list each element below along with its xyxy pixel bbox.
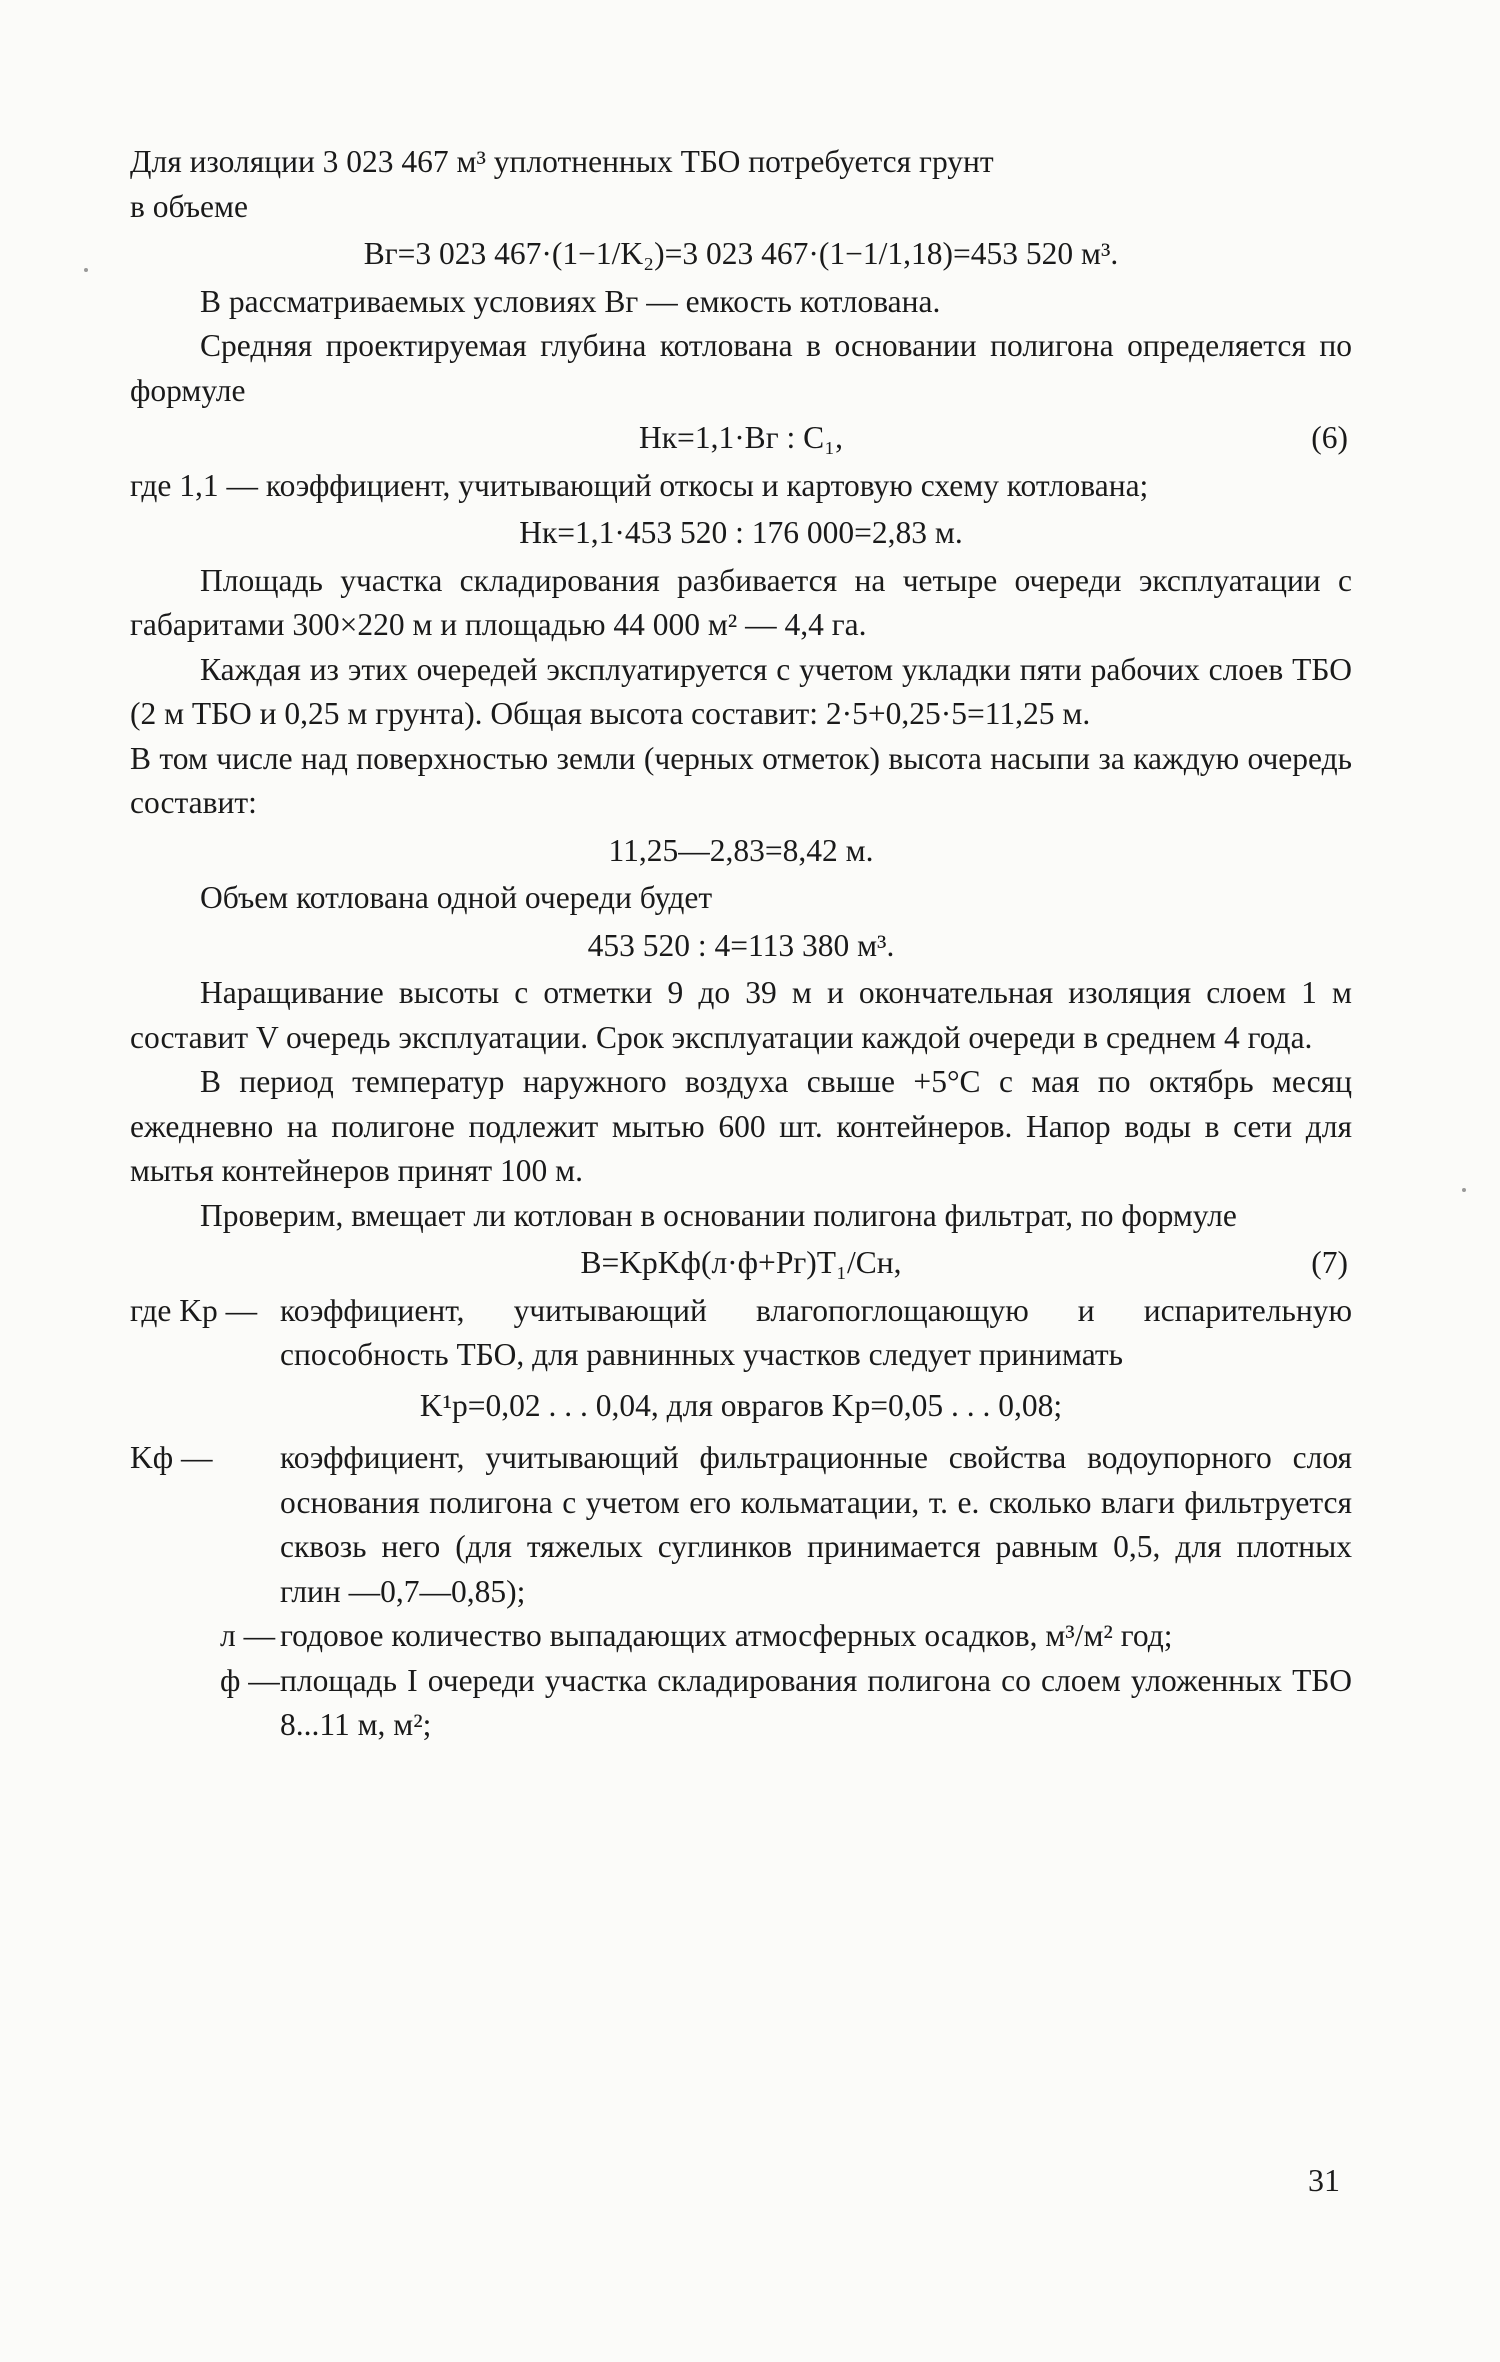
definition-l-term: л — (220, 1618, 276, 1653)
paragraph-1-line-2: в объеме (130, 188, 248, 224)
paragraph-6: Каждая из этих очередей эксплуатируется с учетом укладки пяти рабочих слоев ТБО (2 м ТБО и 0,25 м грунта). Общая высота составит: 2·5+0,25·5=11,25 м. (130, 651, 1352, 731)
formula-6 (130, 416, 1352, 461)
formula-6-body: Hк=1,1·Bг : C₁, (639, 420, 843, 455)
formula-height: 11,25—2,83=8,42 м. (608, 832, 874, 868)
definition-l (130, 1614, 1352, 1659)
scan-speck (84, 268, 88, 272)
paragraph-3: Средняя проектируемая глубина котлована в основании полигона определяется по формуле (130, 328, 1352, 408)
paragraph-5: Площадь участка складирования разбивается на четыре очереди эксплуатации с габаритами 300×220 м и площадью 44 000 м² — 4,4 га. (130, 562, 1352, 642)
paragraph-11: Проверим, вмещает ли котлован в основании полигона фильтрат, по формуле (200, 1197, 1237, 1233)
paragraph-8: Объем котлована одной очереди будет (200, 880, 713, 915)
definition-l-body: годовое количество выпадающих атмосферных осадков, м³/м² год; (280, 1618, 1173, 1653)
definition-f-body: площадь I очереди участка складирования полигона со слоем уложенных ТБО 8...11 м, м²; (280, 1662, 1352, 1742)
definition-kr-body: коэффициент, учитывающий влагопоглощающую и испарительную способность ТБО, для равнинных участков следует принимать (280, 1292, 1352, 1372)
definitions-list (130, 1289, 1352, 1748)
definition-kr (130, 1289, 1352, 1378)
formula-7-body: B=KрKф(л·ф+Pг)T₁/Cн, (580, 1245, 902, 1280)
paragraph-7: В том числе над поверхностью земли (черных отметок) высота насыпи за каждую очередь составит: (130, 740, 1352, 820)
page-body (130, 140, 1352, 1748)
definition-kr-term: где Kр — (130, 1292, 258, 1328)
formula-depth-calc: Hк=1,1·453 520 : 176 000=2,83 м. (519, 515, 963, 550)
formula-soil-volume: Bг=3 023 467·(1−1/K₂)=3 023 467·(1−1/1,18)=453 520 м³. (363, 236, 1119, 271)
page-number: 31 (1308, 2162, 1340, 2198)
paragraph-1 (130, 140, 1352, 229)
definition-f (130, 1659, 1352, 1748)
paragraph-10: В период температур наружного воздуха свыше +5°С с мая по октябрь месяц ежедневно на полигоне подлежит мытью 600 шт. контейнеров. Напор воды в сети для мытья контейнеров принят 100 м. (130, 1064, 1352, 1188)
scan-speck (1462, 1188, 1466, 1192)
definition-kf-term: Kф — (130, 1440, 213, 1475)
formula-7-number: (7) (1311, 1245, 1348, 1280)
paragraph-2: В рассматриваемых условиях Bг — емкость котлована. (200, 283, 941, 319)
formula-pit-volume: 453 520 : 4=113 380 м³. (587, 927, 895, 963)
paragraph-4: где 1,1 — коэффициент, учитывающий откосы и картовую схему котлована; (130, 467, 1149, 503)
formula-6-number: (6) (1311, 420, 1348, 455)
definition-kf (130, 1436, 1352, 1614)
formula-7 (130, 1241, 1352, 1286)
paragraph-1-line-1: Для изоляции 3 023 467 м³ уплотненных ТБО потребуется грунт (130, 144, 994, 179)
definition-f-term: ф — (220, 1662, 280, 1698)
definition-kr-values: K¹р=0,02 . . . 0,04, для оврагов Kр=0,05 . . . 0,08; (419, 1387, 1063, 1423)
paragraph-9: Наращивание высоты с отметки 9 до 39 м и окончательная изоляция слоем 1 м составит V очередь эксплуатации. Срок эксплуатации каждой очереди в среднем 4 года. (130, 975, 1352, 1055)
definition-kf-body: коэффициент, учитывающий фильтрационные свойства водоупорного слоя основания полигона с учетом его кольматации, т. е. сколько влаги фильтруется сквозь него (для тяжелых суглинков принимается равным 0,5, для плотных глин —0,7—0,85); (280, 1440, 1352, 1609)
